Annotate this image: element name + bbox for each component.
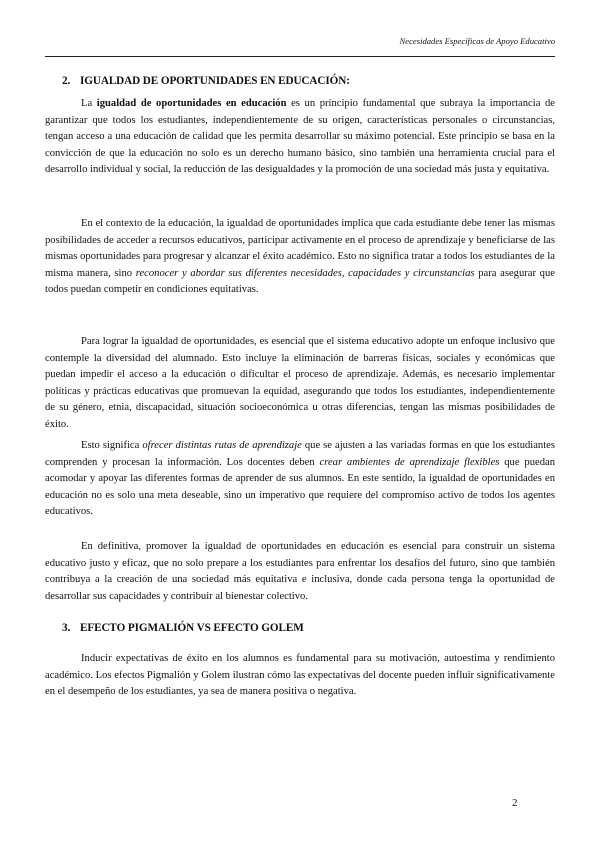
- header-rule: [45, 56, 555, 57]
- section-2-title: IGUALDAD DE OPORTUNIDADES EN EDUCACIÓN:: [80, 75, 350, 87]
- italic-phrase: ofrecer distintas rutas de aprendizaje: [142, 440, 302, 451]
- text-run: es un principio fundamental que subraya la importancia de garantizar que todos los estudiantes, independientemente de su origen, características personales o circunstancias, tengan acceso a una educación de calidad que les permita desarrollar su máximo potencial. Este principio se basa en la convicción de que la educación no solo es un derecho humano básico, sino también una herramienta crucial para el desarrollo individual y social, la reducción de las desigualdades y la promoción de una sociedad más justa y equitativa.: [45, 98, 555, 175]
- section-3-title: EFECTO PIGMALIÓN VS EFECTO GOLEM: [80, 622, 304, 634]
- section-2-heading: [62, 75, 350, 87]
- section-3-paragraph-1: Inducir expectativas de éxito en los alumnos es fundamental para su motivación, autoestima y rendimiento académico. Los efectos Pigmalión y Golem ilustran cómo las expectativas del docente pueden influir significativamente en el desempeño de los estudiantes, ya sea de manera positiva o negativa.: [45, 653, 555, 697]
- text-run: para asegurar que todos puedan competir en condiciones equitativas.: [45, 267, 555, 295]
- running-header: Necesidades Específicas de Apoyo Educativo: [399, 36, 555, 46]
- text-run: La: [81, 98, 97, 109]
- text-run: En el contexto de la educación, la igualdad de oportunidades implica que cada estudiante debe tener las mismas posibilidades de acceder a recursos educativos, participar activamente en el proceso de aprendizaje y beneficiarse de las mismas oportunidades para progresar y alcanzar el éxito académico. Esto no significa tratar a todos los estudiantes de la misma manera, sino: [45, 218, 555, 279]
- text-run: Esto significa: [81, 440, 143, 451]
- text-run: que se ajusten a las variadas formas en que los estudiantes comprenden y procesan la información. Los docentes deben: [45, 440, 555, 468]
- page-number: 2: [512, 797, 518, 809]
- section-2-paragraph-5: En definitiva, promover la igualdad de oportunidades en educación es esencial para construir un sistema educativo justo y eficaz, que no solo prepare a los estudiantes para enfrentar los desafíos del futuro, sino que también contribuya a la creación de una sociedad más equitativa e inclusiva, donde cada persona tenga la oportunidad de desarrollar sus capacidades y contribuir al bienestar colectivo.: [45, 541, 555, 602]
- section-2-paragraph-2: [45, 216, 555, 299]
- section-3-heading: [62, 622, 304, 634]
- section-2-paragraph-4: [45, 438, 555, 521]
- section-2-paragraph-1: [45, 96, 555, 179]
- text-run: que puedan acomodar y apoyar las diferentes formas de aprender de sus alumnos. En este sentido, la igualdad de oportunidades en educación no es solo una meta deseable, sino un imperativo que requiere del compromiso activo de todos los agentes educativos.: [45, 456, 555, 517]
- bold-term: igualdad de oportunidades en educación: [96, 98, 287, 109]
- section-2-paragraph-3: Para lograr la igualdad de oportunidades, es esencial que el sistema educativo adopte un enfoque inclusivo que contemple la diversidad del alumnado. Esto incluye la eliminación de barreras físicas, sociales y económicas que puedan impedir el acceso a la educación o dificultar el proceso de aprendizaje. Además, es necesario implementar políticas y prácticas educativas que promuevan la equidad, asegurando que todos los estudiantes, independientemente de su género, etnia, discapacidad, situación socioeconómica u otras diferencias, tengan las mismas posibilidades de éxito.: [45, 336, 555, 430]
- section-2-number: 2.: [62, 75, 71, 87]
- section-3-number: 3.: [62, 622, 71, 634]
- italic-phrase: crear ambientes de aprendizaje flexibles: [319, 456, 500, 468]
- italic-phrase: reconocer y abordar sus diferentes necesidades, capacidades y circunstancias: [135, 267, 475, 279]
